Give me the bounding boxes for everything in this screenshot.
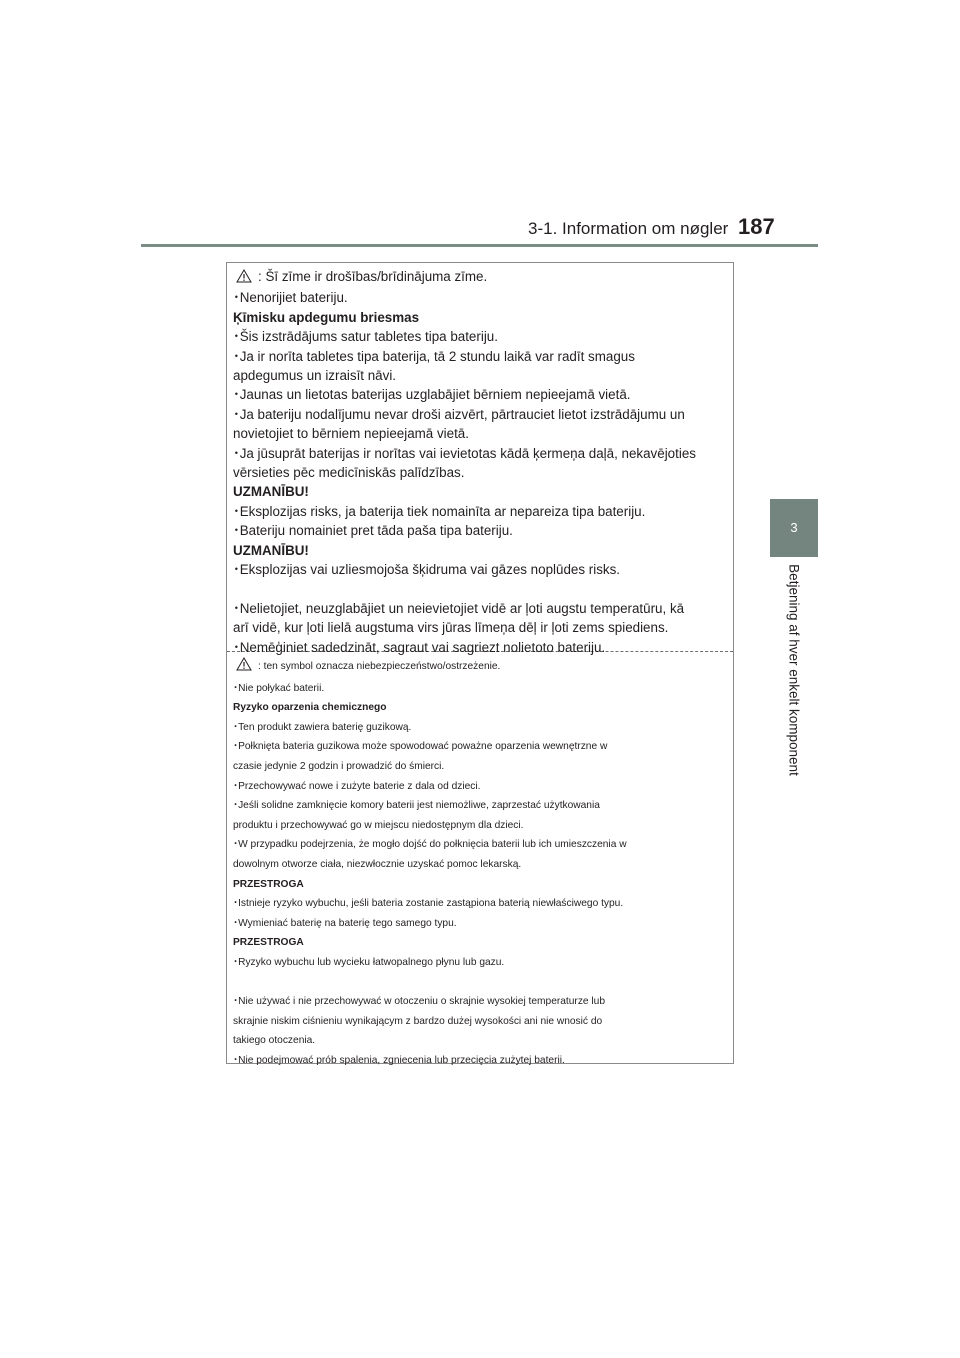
latvian-line: vērsieties pēc medicīniskās palīdzības. xyxy=(233,465,465,481)
spacer xyxy=(233,580,728,599)
polish-line: dowolnym otworze ciała, niezwłocznie uzyskać pomoc lekarską. xyxy=(233,858,522,870)
latvian-line: arī vidē, kur ļoti lielā augstuma virs jūras līmeņa dēļ ir ļoti zems spiediens. xyxy=(233,620,669,636)
polish-line: ･Nie używać i nie przechowywać w otoczeniu o skrajnie wysokiej temperaturze lub xyxy=(233,996,606,1008)
polish-line: produktu i przechowywać go w miejscu niedostępnym dla dzieci. xyxy=(233,819,524,831)
polish-line: skrajnie niskim ciśnieniu wynikającym z bardzo dużej wysokości ani nie wnosić do xyxy=(233,1015,603,1027)
latvian-heading: UZMANĪBU! xyxy=(233,542,309,558)
latvian-line: ･Nelietojiet, neuzglabājiet un neievietojiet vidē ar ļoti augstu temperatūru, kā xyxy=(233,600,685,616)
polish-line: ･Nie podejmować prób spalenia, zgniecenia lub przecięcia zużytej baterii. xyxy=(233,1054,565,1066)
latvian-heading: UZMANĪBU! xyxy=(233,484,309,500)
polish-line: ･Istnieje ryzyko wybuchu, jeśli bateria zostanie zastąpiona baterią niewłaściwego typu. xyxy=(233,898,624,910)
header-rule xyxy=(141,244,818,247)
polish-line: ･Jeśli solidne zamknięcie komory baterii jest niemożliwe, zaprzestać użytkowania xyxy=(233,800,600,812)
chapter-tab: 3 xyxy=(770,499,818,557)
polish-line: ･Przechowywać nowe i zużyte baterie z dala od dzieci. xyxy=(233,780,481,792)
polish-line: ･Nie połykać baterii. xyxy=(233,682,325,694)
section-title: 3-1. Information om nøgler xyxy=(528,219,729,238)
latvian-line: ･Ja ir norīta tabletes tipa baterija, tā 2 stundu laikā var radīt smagus xyxy=(233,348,635,364)
spacer xyxy=(233,973,728,993)
polish-line: czasie jedynie 2 godzin i prowadzić do śmierci. xyxy=(233,760,445,772)
latvian-line: apdegumus un izraisīt nāvi. xyxy=(233,368,397,384)
latvian-warning-text xyxy=(233,267,728,657)
page-number: 187 xyxy=(738,214,775,239)
latvian-line: ･Bateriju nomainiet pret tāda paša tipa bateriju. xyxy=(233,523,513,539)
latvian-line: ･Nenorijiet bateriju. xyxy=(233,290,348,306)
latvian-line: ･Eksplozijas vai uzliesmojoša šķidruma vai gāzes noplūdes risks. xyxy=(233,562,621,578)
latvian-line: ･Jaunas un lietotas baterijas uzglabājiet bērniem nepieejamā vietā. xyxy=(233,387,631,403)
chapter-label: Betjening af hver enkelt komponent xyxy=(786,564,802,776)
latvian-line: ･Šis izstrādājums satur tabletes tipa bateriju. xyxy=(233,329,498,345)
polish-warning-caption: : ten symbol oznacza niebezpieczeństwo/ostrzeżenie. xyxy=(258,661,501,672)
polish-line: ･W przypadku podejrzenia, że mogło dojść do połknięcia baterii lub ich umieszczenia w xyxy=(233,839,627,851)
warning-triangle-icon xyxy=(236,657,252,679)
polish-line: ･Wymieniać baterię na baterię tego samego typu. xyxy=(233,917,457,929)
latvian-line: ･Nemēģiniet sadedzināt, sagraut vai sagriezt nolietoto bateriju. xyxy=(233,639,606,655)
latvian-line: ･Ja jūsuprāt baterijas ir norītas vai ievietotas kādā ķermeņa daļā, nekavējoties xyxy=(233,445,696,461)
latvian-line: ･Eksplozijas risks, ja baterija tiek nomainīta ar nepareiza tipa bateriju. xyxy=(233,503,646,519)
polish-heading: PRZESTROGA xyxy=(233,878,304,890)
polish-line: ･Ryzyko wybuchu lub wycieku łatwopalnego płynu lub gazu. xyxy=(233,956,505,968)
polish-line: ･Połknięta bateria guzikowa może spowodować poważne oparzenia wewnętrzne w xyxy=(233,741,608,753)
polish-heading: PRZESTROGA xyxy=(233,937,304,949)
latvian-warning-line xyxy=(233,267,728,288)
polish-warning-text xyxy=(233,657,728,1070)
warning-triangle-icon xyxy=(236,269,252,288)
latvian-heading: Ķīmisku apdegumu briesmas xyxy=(233,309,420,325)
polish-line: takiego otoczenia. xyxy=(233,1035,316,1047)
polish-line: ･Ten produkt zawiera baterię guzikową. xyxy=(233,721,412,733)
latvian-line: novietojiet to bērniem nepieejamā vietā. xyxy=(233,426,469,442)
latvian-line: ･Ja bateriju nodalījumu nevar droši aizvērt, pārtrauciet lietot izstrādājumu un xyxy=(233,406,685,422)
polish-warning-line xyxy=(233,657,728,679)
latvian-warning-caption: : Šī zīme ir drošības/brīdinājuma zīme. xyxy=(258,269,488,284)
polish-heading: Ryzyko oparzenia chemicznego xyxy=(233,702,387,714)
